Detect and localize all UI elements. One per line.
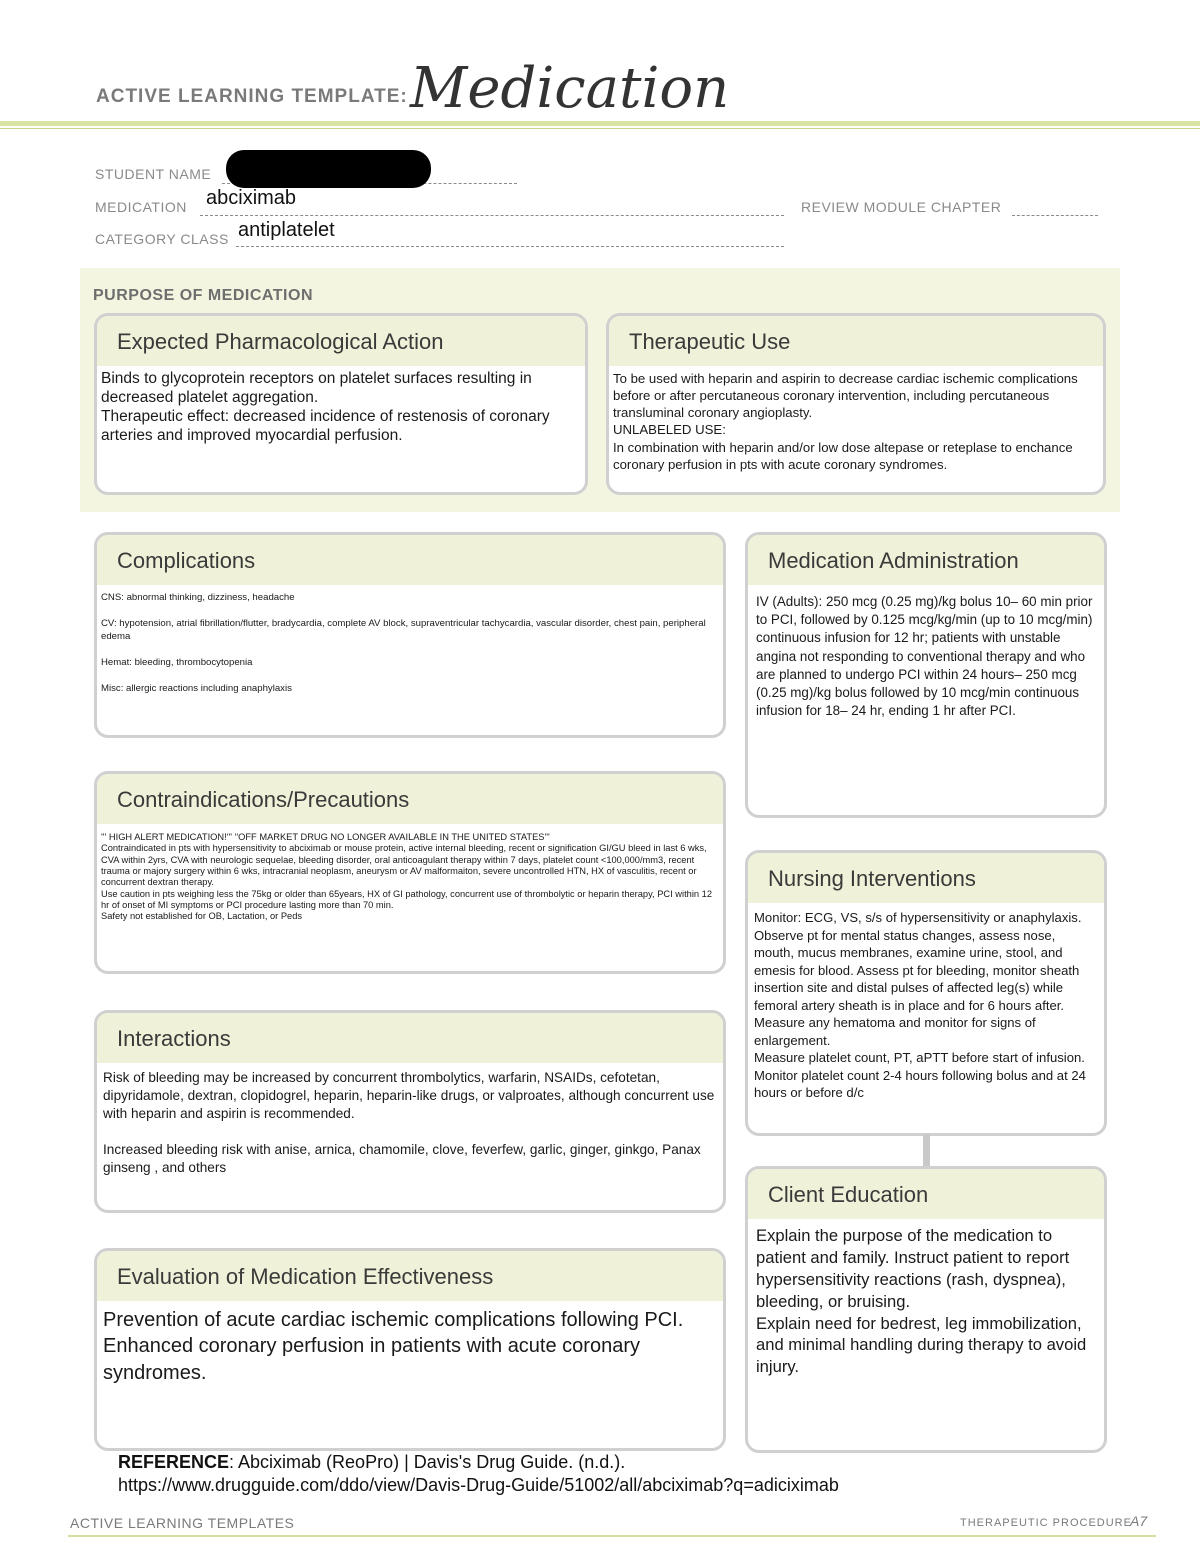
- reference-url[interactable]: https://www.drugguide.com/ddo/view/Davis-Drug-Guide/51002/all/abciximab?q=adiciximab: [118, 1475, 839, 1495]
- therapeutic-use-title: Therapeutic Use: [609, 316, 1103, 366]
- contraindications-text: ''' HIGH ALERT MEDICATION!''' ''OFF MARKET DRUG NO LONGER AVAILABLE IN THE UNITED STATES''' Contraindicated in pts with hypersensitivity to abciximab or mouse protein, active internal bleeding, recent or signification GI/GU bleed in last 6 wks, CVA within 2yrs, CVA with neurologic sequelae, bleeding disorder, oral anticoagulant therapy within 7 days, platelet count <100,000/mm3, recent trauma or majory surgery within 6 wks, intracranial neoplasm, aneurysm or AV malformaiton, severe uncontrolled HTN, HX of vasculitis, recent or concurrent dextran therapy. Use caution in pts weighing less the 75kg or older than 65years, HX of GI pathology, concurrent use of thrombolytic or heparin therapy, PCI within 12 hr of onset of MI symptoms or PCI procedure lasting more than 70 min. Safety not established for OB, Lactation, or Peds: [101, 832, 712, 922]
- category-class-line: [236, 246, 784, 247]
- expected-action-box: [94, 313, 588, 495]
- category-class-value: antiplatelet: [238, 219, 335, 241]
- expected-action-title: Expected Pharmacological Action: [97, 316, 585, 366]
- medication-label: MEDICATION: [95, 199, 187, 215]
- box-connector: [923, 1134, 930, 1166]
- review-module-line: [1012, 215, 1098, 216]
- therapeutic-use-box: [606, 313, 1106, 495]
- client-education-title: Client Education: [748, 1169, 1104, 1219]
- complications-text: CNS: abnormal thinking, dizziness, headache CV: hypotension, atrial fibrillation/flutter, bradycardia, complete AV block, supraventricular tachycardia, vascular disorder, chest pain, peripheral edema Hemat: bleeding, thrombocytopenia Misc: allergic reactions including anaphylaxis: [101, 592, 706, 695]
- purpose-heading: PURPOSE OF MEDICATION: [93, 287, 313, 304]
- client-education-text: Explain the purpose of the medication to patient and family. Instruct patient to report hypersensitivity reactions (rash, dyspnea), bleeding, or bruising. Explain need for bedrest, leg immobilization, and minimal handling during therapy to avoid injury.: [756, 1226, 1087, 1377]
- nursing-interventions-box: [745, 850, 1107, 1136]
- footer-right-label: THERAPEUTIC PROCEDURE: [960, 1517, 1132, 1529]
- evaluation-title: Evaluation of Medication Effectiveness: [97, 1251, 723, 1301]
- header-rule-thin: [0, 128, 1200, 129]
- student-name-label: STUDENT NAME: [95, 166, 212, 182]
- medication-line: [200, 215, 784, 216]
- complications-title: Complications: [97, 535, 723, 585]
- interactions-box: [94, 1010, 726, 1213]
- footer-left-label: ACTIVE LEARNING TEMPLATES: [70, 1515, 295, 1531]
- medication-value: abciximab: [206, 187, 297, 209]
- therapeutic-use-text: To be used with heparin and aspirin to decrease cardiac ischemic complications before or after percutaneous coronary intervention, including percutaneous transluminal coronary angioplasty. UNLABELED USE: In combination with heparin and/or low dose altepase or reteplase to enchance coronary perfusion in pts with acute coronary syndromes.: [613, 371, 1078, 472]
- nursing-interventions-title: Nursing Interventions: [748, 853, 1104, 903]
- administration-box: [745, 532, 1107, 818]
- review-module-label: REVIEW MODULE CHAPTER: [801, 199, 1002, 215]
- reference-label: REFERENCE: [118, 1452, 230, 1472]
- reference-line: [118, 1452, 625, 1473]
- interactions-text: Risk of bleeding may be increased by concurrent thrombolytics, warfarin, NSAIDs, cefotetan, dipyridamole, dextran, clopidogrel, heparin, heparin-like drugs, or valproates, although concurrent use with heparin and aspirin is recommended. Increased bleeding risk with anise, arnica, chamomile, clove, feverfew, garlic, ginger, ginkgo, Panax ginseng , and others: [103, 1070, 715, 1176]
- evaluation-text: Prevention of acute cardiac ischemic complications following PCI. Enhanced coronary perfusion in patients with acute coronary syndromes.: [103, 1309, 684, 1384]
- administration-title: Medication Administration: [748, 535, 1104, 585]
- expected-action-text: Binds to glycoprotein receptors on platelet surfaces resulting in decreased platelet aggregation. Therapeutic effect: decreased incidence of restenosis of coronary arteries and improved myocardial perfusion.: [101, 370, 550, 444]
- contraindications-box: [94, 771, 726, 974]
- administration-text: IV (Adults): 250 mcg (0.25 mg)/kg bolus 10– 60 min prior to PCI, followed by 0.125 mcg/kg/min (up to 10 mcg/min) continuous infusion for 12 hr; patients with unstable angina not responding to conventional therapy and who are planned to undergo PCI within 24 hours– 250 mcg (0.25 mg)/kg bolus followed by 10 mcg/min continuous infusion for 18– 24 hr, ending 1 hr after PCI.: [756, 594, 1093, 719]
- page-title: Medication: [410, 56, 730, 121]
- header-rule: [0, 121, 1200, 126]
- interactions-title: Interactions: [97, 1013, 723, 1063]
- category-class-label: CATEGORY CLASS: [95, 231, 229, 247]
- evaluation-box: [94, 1248, 726, 1451]
- footer-page-number: A7: [1130, 1513, 1148, 1529]
- redacted-student-name: [226, 150, 431, 188]
- contraindications-title: Contraindications/Precautions: [97, 774, 723, 824]
- nursing-interventions-text: Monitor: ECG, VS, s/s of hypersensitivity or anaphylaxis. Observe pt for mental status changes, assess nose, mouth, mucus membranes, examine urine, stool, and emesis for blood. Assess pt for bleeding, monitor sheath insertion site and distal pulses of affected leg(s) while femoral artery sheath is in place and for 6 hours after. Measure any hematoma and monitor for signs of enlargement. Measure platelet count, PT, aPTT before start of infusion. Monitor platelet count 2-4 hours following bolus and at 24 hours or before d/c: [754, 910, 1086, 1101]
- client-education-box: [745, 1166, 1107, 1453]
- reference-citation: : Abciximab (ReoPro) | Davis's Drug Guide. (n.d.).: [229, 1452, 626, 1472]
- complications-box: [94, 532, 726, 738]
- template-label: ACTIVE LEARNING TEMPLATE:: [96, 86, 408, 107]
- footer-rule: [68, 1535, 1156, 1537]
